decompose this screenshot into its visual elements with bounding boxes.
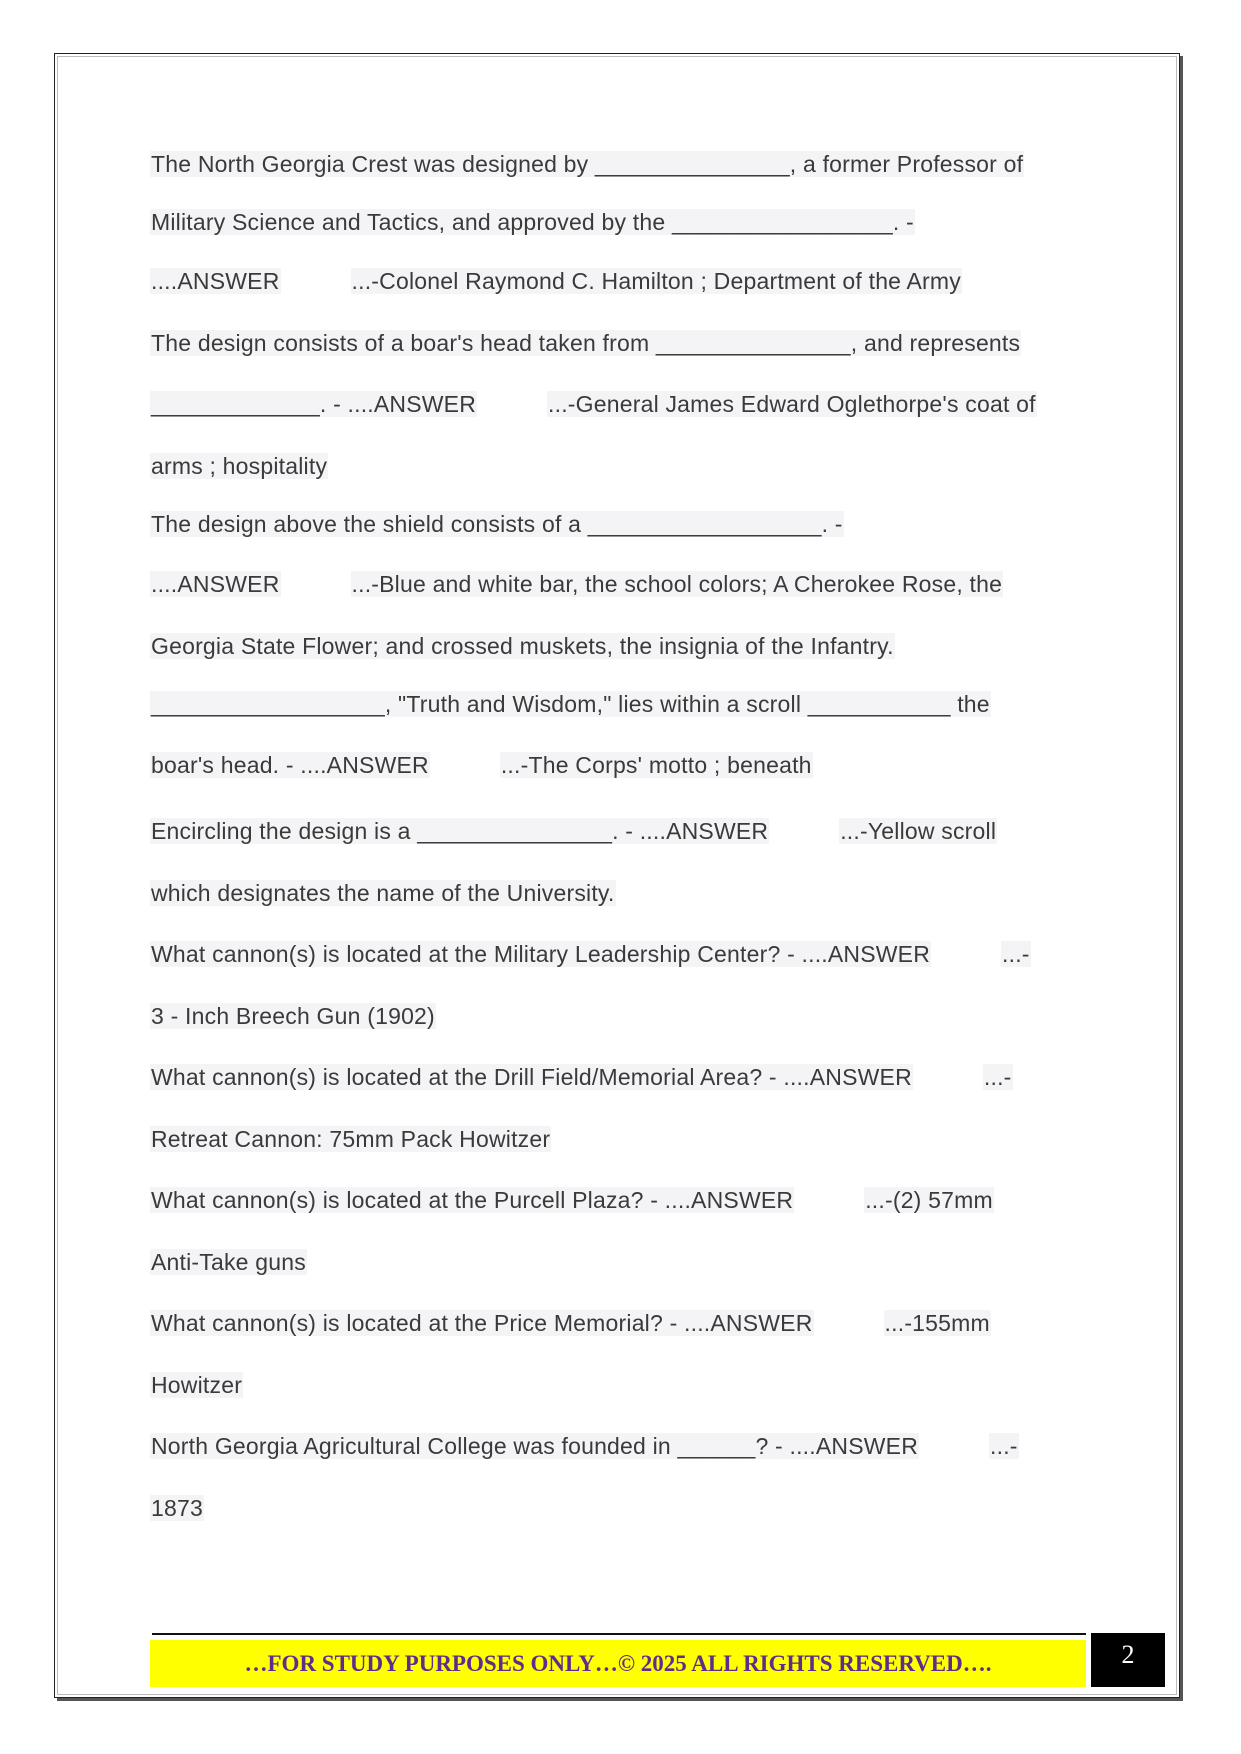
text-line	[150, 629, 895, 663]
text-segment: ...-The Corps' motto ; beneath	[500, 752, 812, 778]
text-segment: ...-Blue and white bar, the school colors; A Cherokee Rose, the	[351, 571, 1003, 597]
text-segment: __________________, "Truth and Wisdom," lies within a scroll ___________ the	[151, 691, 990, 717]
text-line	[150, 1306, 991, 1340]
text-segment: Anti-Take guns	[151, 1249, 306, 1275]
text-line	[150, 1368, 243, 1402]
text-line	[150, 1183, 994, 1217]
text-line	[150, 1060, 1013, 1094]
text-segment: The design consists of a boar's head taken from _______________, and represents	[151, 330, 1021, 356]
text-segment: boar's head. - ....ANSWER	[151, 752, 429, 778]
text-segment: North Georgia Agricultural College was founded in ______? - ....ANSWER	[151, 1433, 919, 1459]
text-segment: 3 - Inch Breech Gun (1902)	[151, 1003, 435, 1029]
text-line	[150, 387, 1037, 421]
text-line	[150, 449, 328, 483]
text-segment: 1873	[151, 1495, 203, 1521]
text-line	[150, 876, 616, 910]
text-segment: What cannon(s) is located at the Purcell Plaza? - ....ANSWER	[151, 1187, 794, 1213]
text-line	[150, 147, 1024, 181]
text-line	[150, 999, 436, 1033]
text-line	[150, 748, 813, 782]
text-segment: ...-Colonel Raymond C. Hamilton ; Department of the Army	[351, 268, 961, 294]
text-segment: What cannon(s) is located at the Military Leadership Center? - ....ANSWER	[151, 941, 931, 967]
text-segment: Military Science and Tactics, and approved by the _________________. -	[151, 209, 914, 235]
text-segment: ...-	[1002, 941, 1030, 967]
text-line	[150, 937, 1031, 971]
text-segment: Encircling the design is a _______________. - ....ANSWER	[151, 818, 769, 844]
text-line	[150, 205, 915, 239]
text-line	[150, 326, 1021, 360]
page-number: 2	[1091, 1633, 1165, 1687]
text-line	[150, 1245, 307, 1279]
text-line	[150, 687, 991, 721]
text-segment: _____________. - ....ANSWER	[151, 391, 477, 417]
text-line	[150, 264, 962, 298]
text-segment: ...-(2) 57mm	[865, 1187, 993, 1213]
text-segment: ...-	[983, 1064, 1012, 1090]
text-segment: Howitzer	[151, 1372, 243, 1398]
text-segment: ...-Yellow scroll	[840, 818, 997, 844]
text-segment: The North Georgia Crest was designed by _______________, a former Professor of	[151, 151, 1024, 177]
footer-copyright-banner: …FOR STUDY PURPOSES ONLY…© 2025 ALL RIGHTS RESERVED….	[150, 1640, 1086, 1687]
text-segment: ...-	[990, 1433, 1018, 1459]
text-line	[150, 567, 1003, 601]
text-segment: The design above the shield consists of a __________________. -	[151, 511, 843, 537]
text-line	[150, 1491, 204, 1525]
text-segment: ...-155mm	[884, 1310, 990, 1336]
text-segment: ....ANSWER	[151, 268, 280, 294]
text-line	[150, 507, 844, 541]
text-segment: ....ANSWER	[151, 571, 280, 597]
text-line	[150, 814, 997, 848]
text-line	[150, 1122, 551, 1156]
text-segment: ...-General James Edward Oglethorpe's coat of	[548, 391, 1036, 417]
footer-rule	[152, 1633, 1086, 1635]
text-segment: What cannon(s) is located at the Price Memorial? - ....ANSWER	[151, 1310, 813, 1336]
text-segment: What cannon(s) is located at the Drill Field/Memorial Area? - ....ANSWER	[151, 1064, 912, 1090]
text-line	[150, 1429, 1019, 1463]
text-segment: Retreat Cannon: 75mm Pack Howitzer	[151, 1126, 551, 1152]
text-segment: Georgia State Flower; and crossed muskets, the insignia of the Infantry.	[151, 633, 894, 659]
text-segment: which designates the name of the University.	[151, 880, 615, 906]
text-segment: arms ; hospitality	[151, 453, 328, 479]
